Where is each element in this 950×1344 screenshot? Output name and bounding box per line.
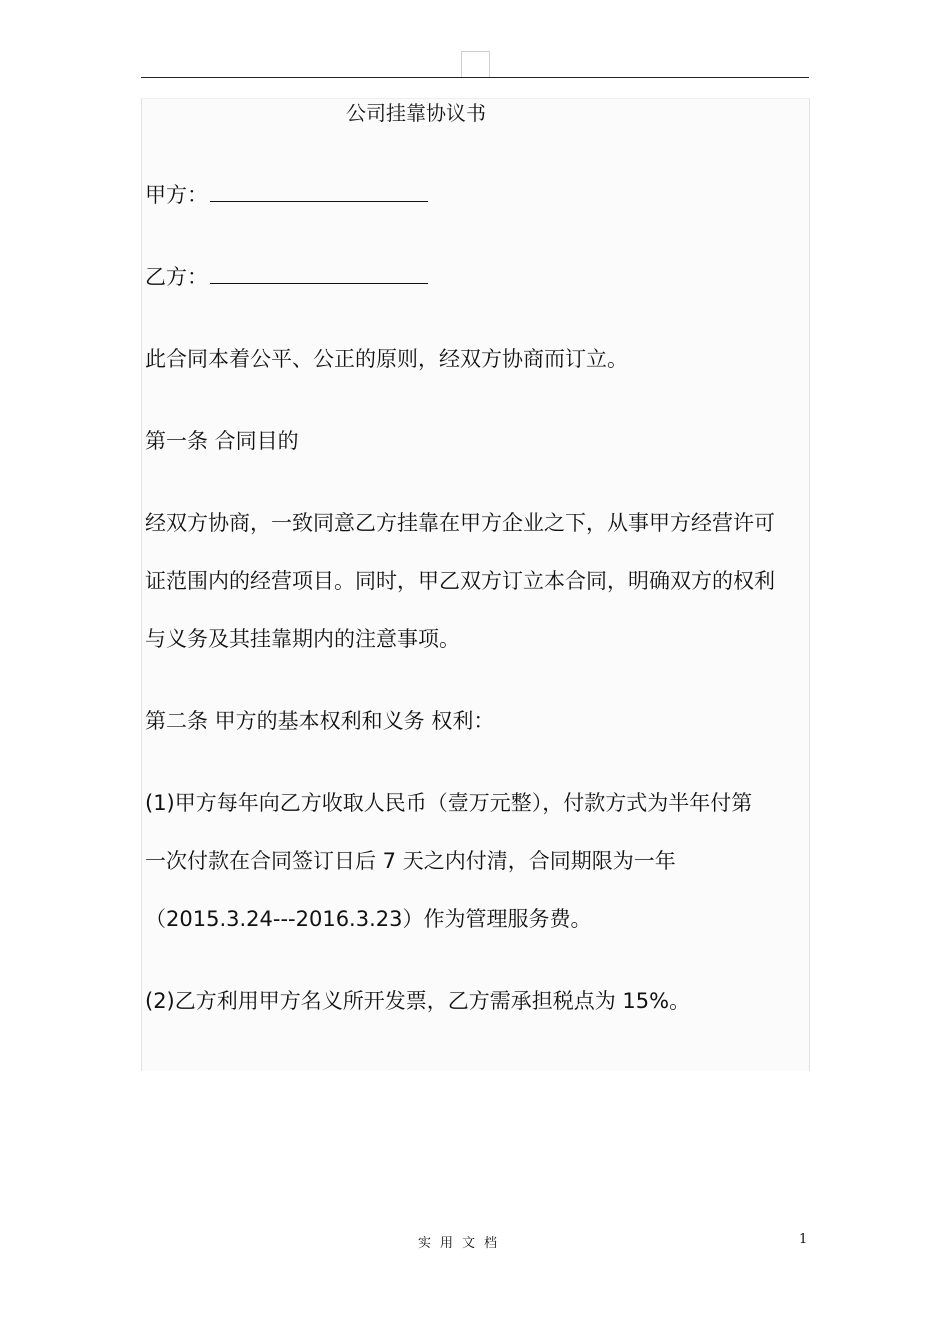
party-a-blank <box>210 181 428 202</box>
header-rule <box>141 77 809 78</box>
clause-1-line: (1)甲方每年向乙方收取人民币（壹万元整），付款方式为半年付第 <box>145 791 753 815</box>
party-b-line <box>145 262 428 292</box>
clause-1-line: （2015.3.24---2016.3.23）作为管理服务费。 <box>145 907 592 931</box>
header-box <box>461 51 490 78</box>
article-1-line: 经双方协商，一致同意乙方挂靠在甲方企业之下，从事甲方经营许可 <box>145 511 775 535</box>
article-1-line: 证范围内的经营项目。同时，甲乙双方订立本合同，明确双方的权利 <box>145 569 775 593</box>
page-number: 1 <box>799 1232 808 1247</box>
article-2-heading: 第二条 甲方的基本权利和义务 权利： <box>145 709 495 733</box>
document-title: 公司挂靠协议书 <box>346 101 486 125</box>
party-b-blank <box>210 263 428 284</box>
article-1-line: 与义务及其挂靠期内的注意事项。 <box>145 627 460 651</box>
clause-1-line: 一次付款在合同签订日后 7 天之内付清，合同期限为一年 <box>145 849 676 873</box>
party-a-label: 甲方： <box>145 183 208 207</box>
intro-paragraph: 此合同本着公平、公正的原则，经双方协商而订立。 <box>145 347 628 371</box>
party-b-label: 乙方： <box>145 265 208 289</box>
clause-2-line: (2)乙方利用甲方名义所开发票，乙方需承担税点为 15%。 <box>145 989 691 1013</box>
party-a-line <box>145 180 428 210</box>
article-1-heading: 第一条 合同目的 <box>145 429 299 453</box>
footer-text: 实用文档 <box>418 1236 507 1251</box>
